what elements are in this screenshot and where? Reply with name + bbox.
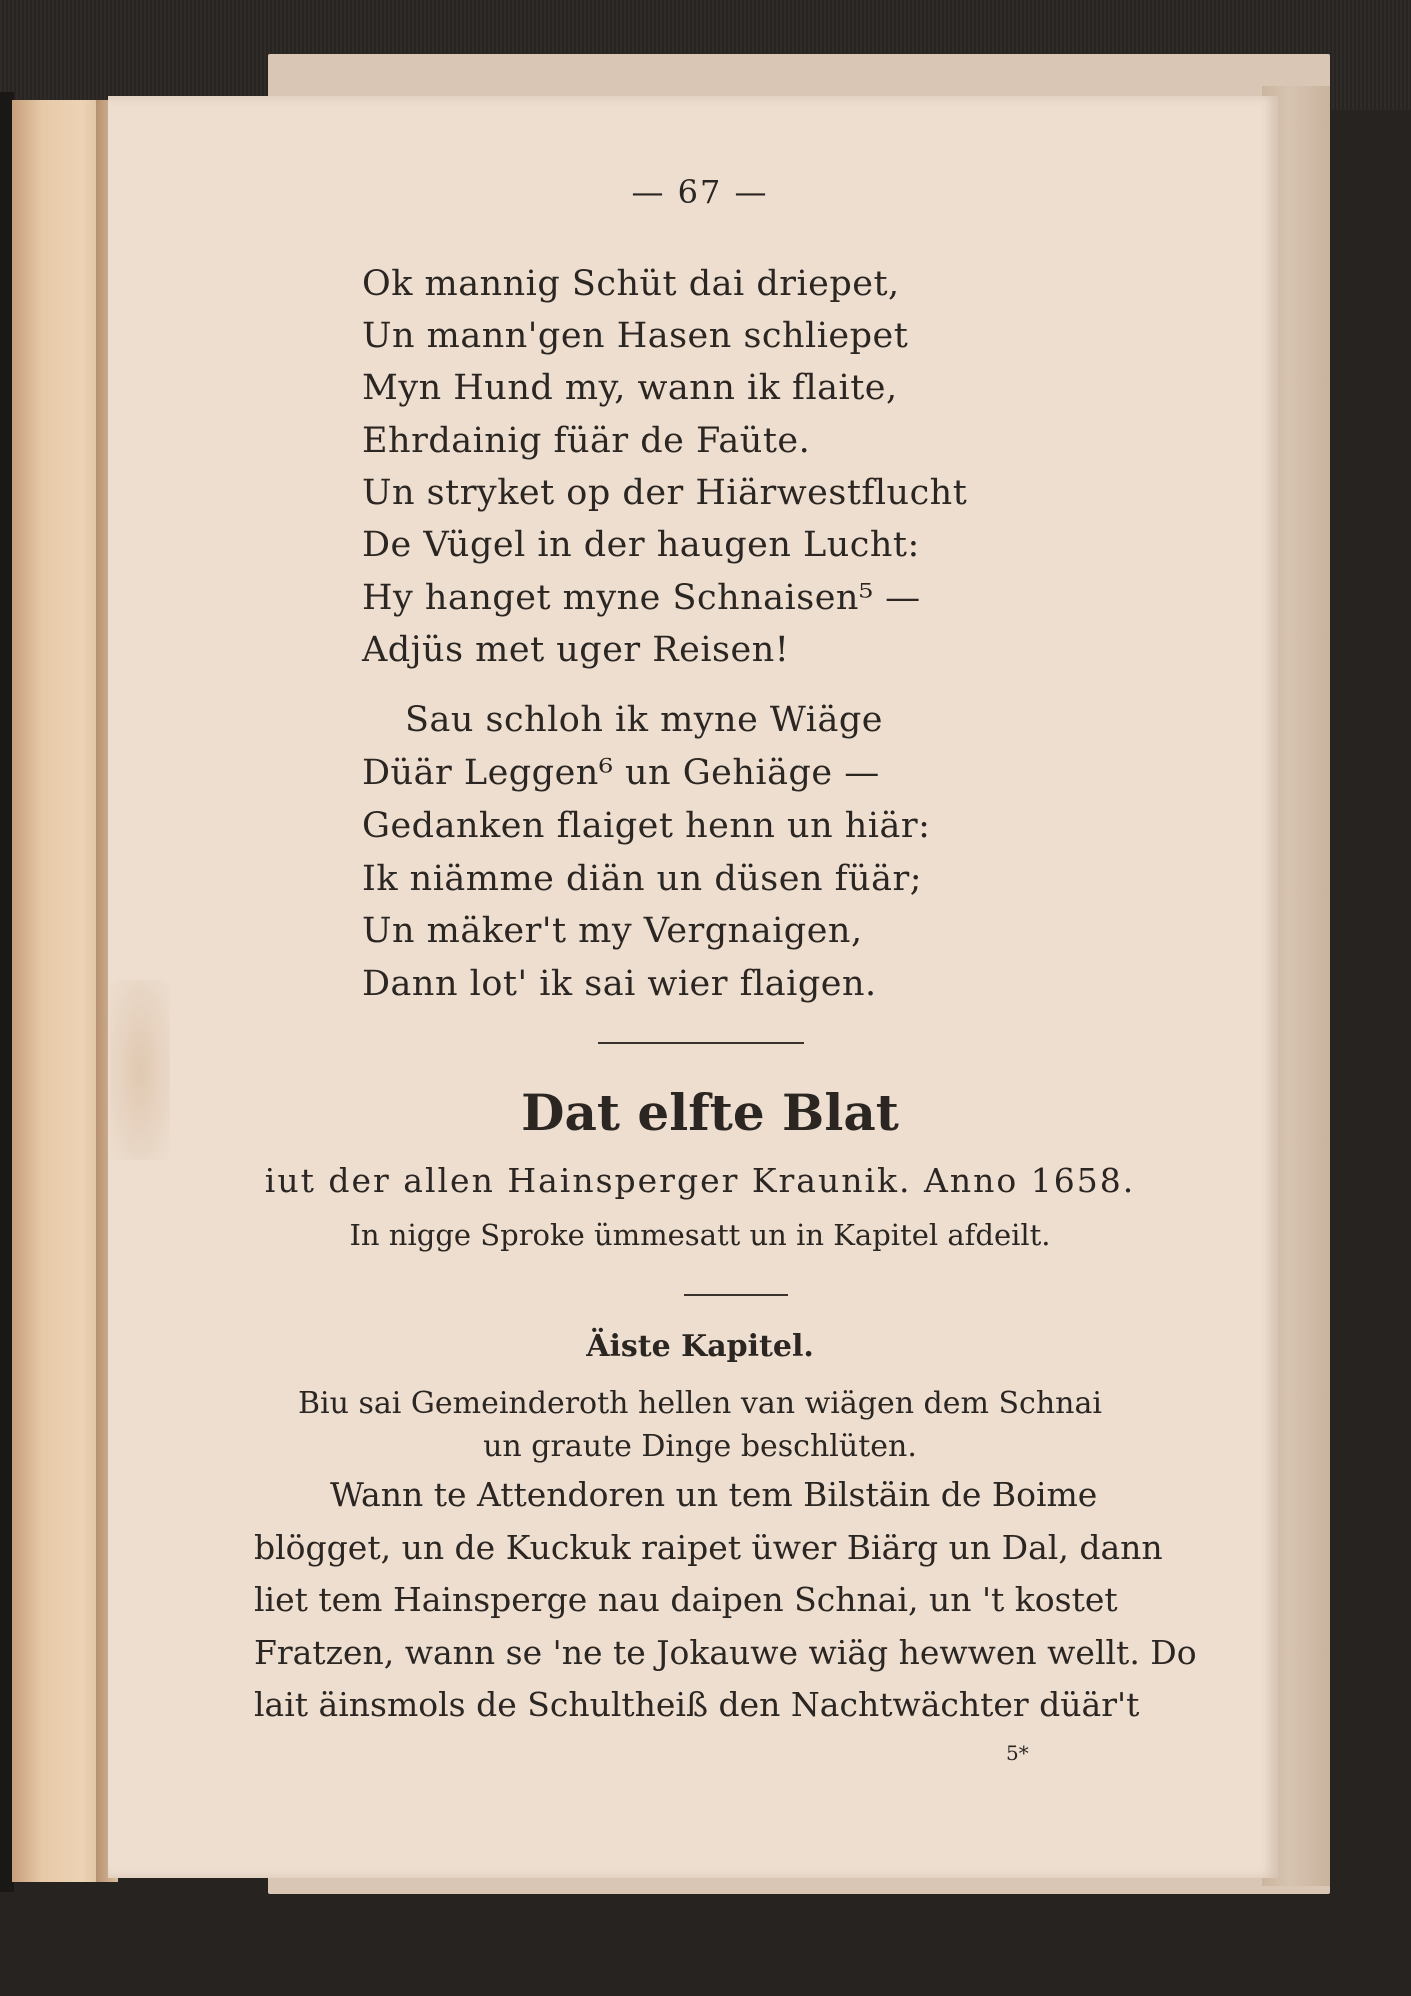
poem-line: Gedanken flaiget henn un hiär: — [362, 806, 931, 846]
body-line: Fratzen, wann se 'ne te Jokauwe wiäg hewwen wellt. Do — [254, 1633, 1197, 1672]
page-stain — [110, 980, 170, 1160]
poem-line: Un mäker't my Vergnaigen, — [362, 911, 863, 951]
poem-line: Ehrdainig füär de Faüte. — [362, 421, 811, 461]
chapter-heading: Äiste Kapitel. — [586, 1329, 814, 1364]
poem-line: Myn Hund my, wann ik flaite, — [362, 368, 898, 408]
section-divider — [598, 1042, 804, 1044]
chapter-summary: un graute Dinge beschlüten. — [483, 1429, 917, 1464]
body-line: Wann te Attendoren un tem Bilstäin de Boime — [330, 1475, 1098, 1514]
chapter-summary: Biu sai Gemeinderoth hellen van wiägen dem Schnai — [298, 1386, 1102, 1421]
section-subtitle-note: In nigge Sproke ümmesatt un in Kapitel afdeilt. — [349, 1218, 1051, 1252]
body-line: blögget, un de Kuckuk raipet üwer Biärg un Dal, dann — [254, 1528, 1163, 1567]
poem-line: Adjüs met uger Reisen! — [362, 630, 790, 670]
poem-line: De Vügel in der haugen Lucht: — [362, 525, 920, 565]
poem-line: Hy hanget myne Schnaisen⁵ — — [362, 578, 921, 618]
poem-line: Ok mannig Schüt dai driepet, — [362, 264, 900, 304]
poem-line: Un stryket op der Hiärwestflucht — [362, 473, 968, 513]
poem-line: Düär Leggen⁶ un Gehiäge — — [362, 753, 880, 793]
body-line: lait äinsmols de Schultheiß den Nachtwächter düär't — [254, 1685, 1140, 1724]
body-line: liet tem Hainsperge nau daipen Schnai, un 't kostet — [254, 1580, 1118, 1619]
chapter-divider — [684, 1294, 788, 1296]
page-number: — 67 — — [631, 173, 769, 211]
section-subtitle: iut der allen Hainsperger Kraunik. Anno 1658. — [264, 1161, 1136, 1200]
poem-line: Sau schloh ik myne Wiäge — [405, 700, 883, 740]
section-title: Dat elfte Blat — [521, 1083, 899, 1142]
poem-line: Dann lot' ik sai wier flaigen. — [362, 964, 877, 1004]
signature-mark: 5* — [1006, 1741, 1029, 1765]
poem-line: Ik niämme diän un düsen füär; — [362, 859, 922, 899]
poem-line: Un mann'gen Hasen schliepet — [362, 316, 909, 356]
